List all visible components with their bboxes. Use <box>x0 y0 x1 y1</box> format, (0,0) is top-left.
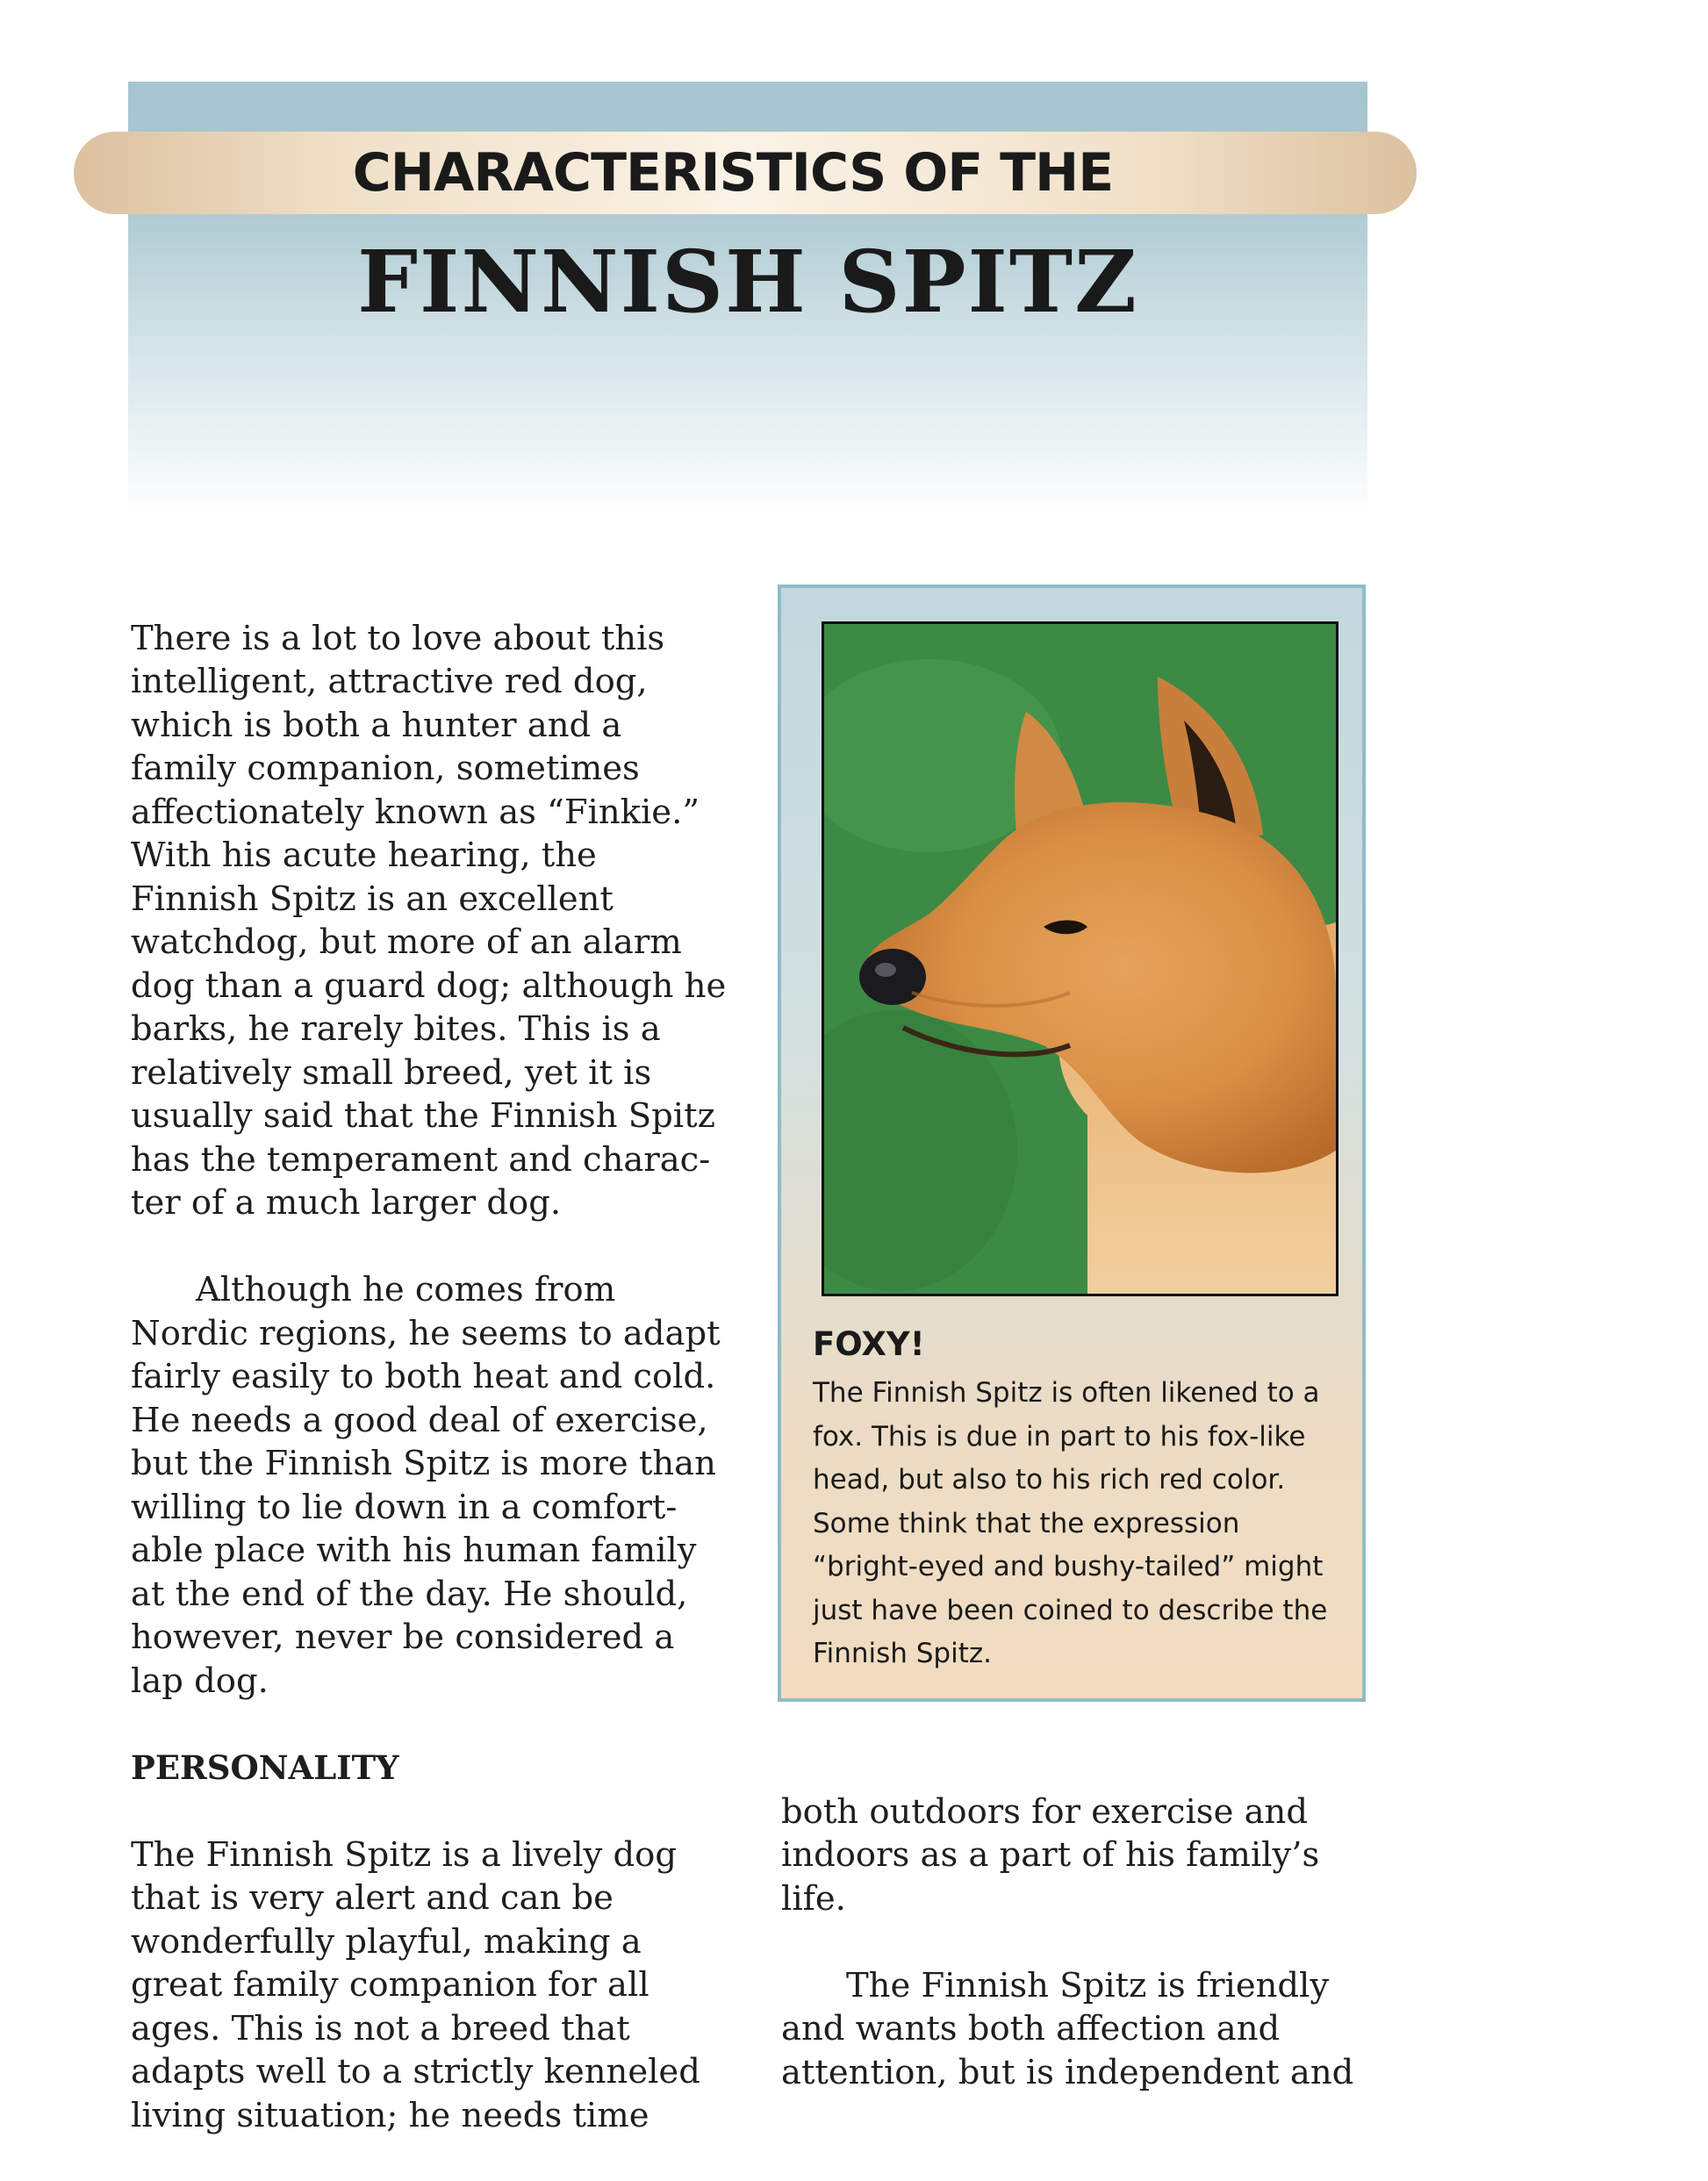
caption-title: FOXY! <box>813 1325 925 1363</box>
title-kicker: CHARACTERISTICS OF THE <box>352 142 1114 204</box>
sidebar-box <box>778 585 1366 1702</box>
right-column <box>781 1747 1378 2138</box>
body-paragraph: Although he comes from Nordic regions, he seems to adapt fairly easily to both heat and cold. He needs a good deal of exercise, but the Finnish Spitz is more than willing to lie down in a comfort- able place with his human family at the end of the day. He should, however, never be considered a lap dog. <box>131 1270 721 1701</box>
finnish-spitz-photo <box>822 621 1338 1296</box>
page-title: FINNISH SPITZ <box>357 232 1138 332</box>
title-kicker-banner <box>74 132 1417 214</box>
left-column <box>131 573 728 2181</box>
section-heading: PERSONALITY <box>131 1747 399 1787</box>
dog-icon <box>824 624 1336 1294</box>
body-paragraph: both outdoors for exercise and indoors as a part of his family’s life. <box>781 1791 1320 1919</box>
body-paragraph: The Finnish Spitz is a lively dog that is very alert and can be wonderfully playful, making a great family companion for all ages. This is not a breed that adapts well to a strictly kenneled living situation; he needs time <box>131 1834 700 2135</box>
body-paragraph: The Finnish Spitz is friendly and wants both affection and attention, but is independent and <box>781 1965 1354 2092</box>
body-paragraph: There is a lot to love about this intelligent, attractive red dog, which is both a hunter and a family companion, sometimes affectionately known as “Finkie.” With his acute hearing, the Finnish Spitz is an excellent watchdog, but more of an alarm dog than a guard dog; although he barks, he rarely bites. This is a relatively small breed, yet it is usually said that the Finnish Spitz has the temperament and charac- ter of a much larger dog. <box>131 618 727 1223</box>
caption-text: The Finnish Spitz is often likened to a fox. This is due in part to his fox-like head, but also to his rich red color. Some think that the expression “bright-eyed and bushy-tailed” might just have been coined to describe the Finnish Spitz. <box>813 1377 1328 1669</box>
